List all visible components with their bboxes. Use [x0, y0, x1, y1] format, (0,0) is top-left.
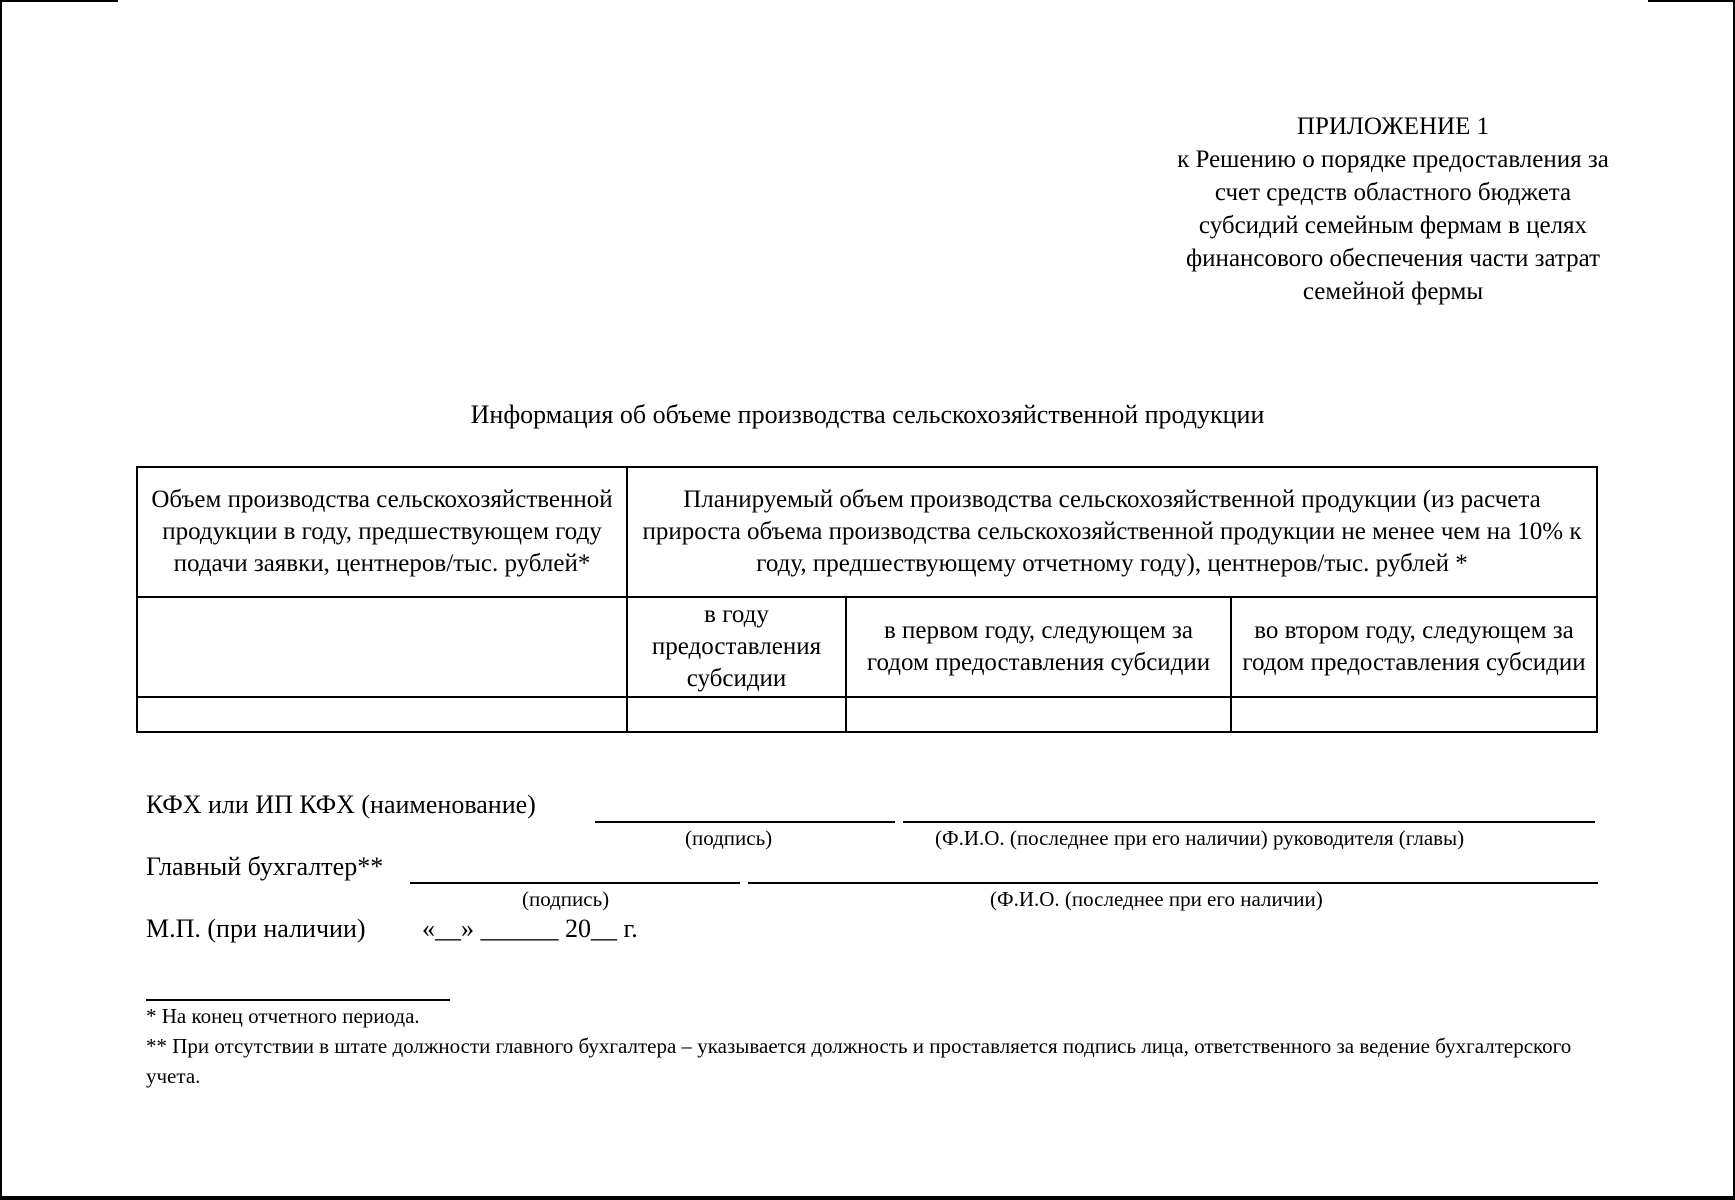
- page-edge-top-right: [1648, 0, 1735, 2]
- kfh-signature-line: [595, 821, 895, 823]
- accountant-name-line: [748, 882, 1598, 884]
- subheader-subsidy-year: в году предоставления субсидии: [627, 597, 846, 697]
- page-edge-bottom: [0, 1196, 1735, 1200]
- empty-cell: [137, 597, 627, 697]
- subheader-first-year-after: в первом году, следующем за годом предоставления субсидии: [846, 597, 1231, 697]
- footnote-1: * На конец отчетного периода.: [146, 1004, 420, 1028]
- head-name-caption: (Ф.И.О. (последнее при его наличии) руководителя (главы): [935, 826, 1465, 850]
- kfh-name-label: КФХ или ИП КФХ (наименование): [146, 790, 536, 819]
- data-cell: [846, 697, 1231, 732]
- page-edge-left: [0, 0, 2, 1200]
- header-planned-volume: Планируемый объем производства сельскохозяйственной продукции (из расчета прироста объема производства сельскохозяйственной продукции не менее чем на 10% к году, предшествующему отчетному году), центнеров/тыс. рублей *: [627, 467, 1597, 597]
- footnote-2: ** При отсутствии в штате должности главного бухгалтера – указывается должность и проставляется подпись лица, ответственного за ведение бухгалтерского учета.: [146, 1034, 1572, 1088]
- footnotes: [146, 1001, 1606, 1091]
- data-cell: [137, 697, 627, 732]
- header-previous-year-volume: Объем производства сельскохозяйственной продукции в году, предшествующем году подачи заявки, центнеров/тыс. рублей*: [137, 467, 627, 597]
- stamp-label: М.П. (при наличии): [146, 914, 366, 943]
- production-volume-table: [136, 466, 1598, 733]
- data-cell: [1231, 697, 1597, 732]
- appendix-line: счет средств областного бюджета: [1214, 179, 1572, 206]
- appendix-line: семейной фермы: [1302, 278, 1484, 305]
- accountant-name-caption: (Ф.И.О. (последнее при его наличии): [990, 887, 1323, 911]
- appendix-number: ПРИЛОЖЕНИЕ 1: [1296, 113, 1490, 140]
- signature-caption: (подпись): [685, 826, 773, 850]
- data-cell: [627, 697, 846, 732]
- kfh-head-name-line: [903, 821, 1595, 823]
- appendix-header: [1118, 110, 1668, 308]
- appendix-line: финансового обеспечения части затрат: [1185, 245, 1601, 272]
- date-field: «__» ______ 20__ г.: [422, 914, 638, 943]
- accountant-signature-line: [410, 882, 740, 884]
- appendix-line: субсидий семейным фермам в целях: [1198, 212, 1588, 239]
- accountant-signature-caption: (подпись): [522, 887, 610, 911]
- chief-accountant-label: Главный бухгалтер**: [146, 852, 384, 881]
- appendix-line: к Решению о порядке предоставления за: [1177, 146, 1609, 173]
- subheader-second-year-after: во втором году, следующем за годом предоставления субсидии: [1231, 597, 1597, 697]
- document-title: Информация об объеме производства сельскохозяйственной продукции: [470, 400, 1265, 429]
- page-edge-top-left: [0, 0, 118, 2]
